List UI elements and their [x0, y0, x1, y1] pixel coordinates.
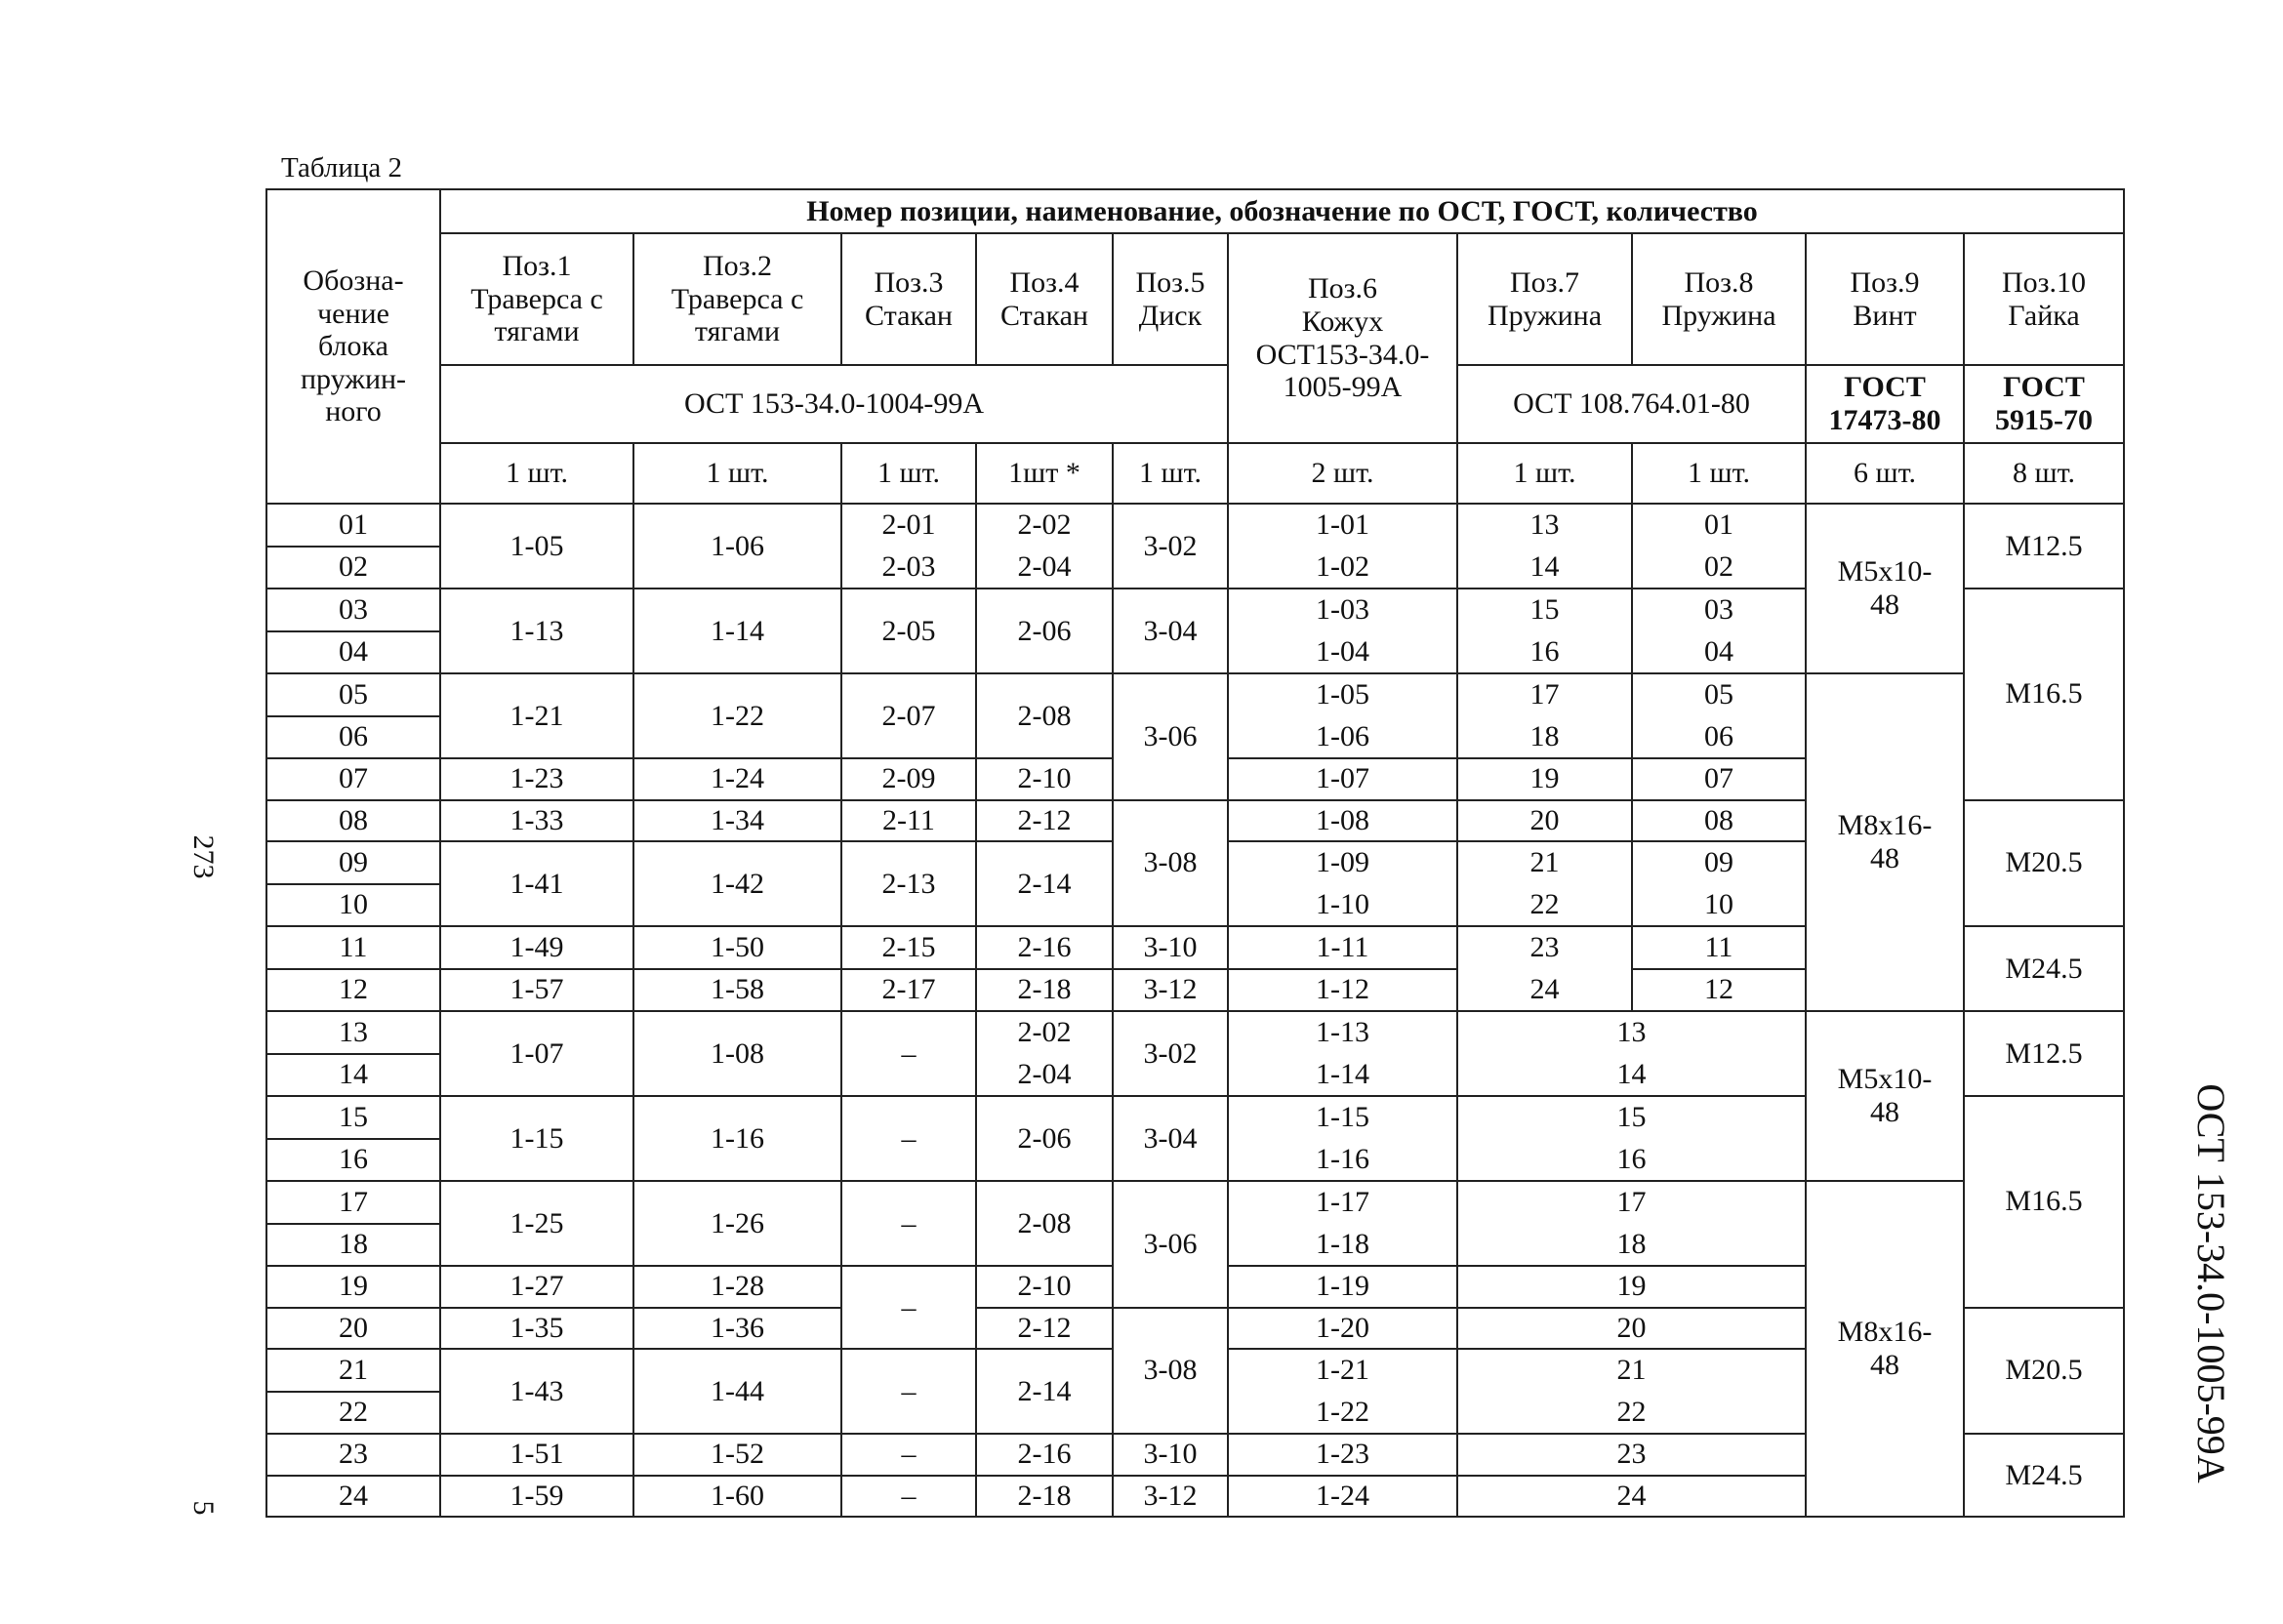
cell-pos1: 1-33	[440, 800, 633, 842]
cell-pos3: –	[841, 1349, 976, 1434]
cell-pos2: 1-42	[633, 841, 841, 926]
cell-pos5: 3-04	[1113, 1096, 1228, 1181]
page-number: 273	[187, 834, 220, 879]
cell-pos4: 2-12	[976, 1308, 1113, 1350]
block-code: 06	[266, 716, 440, 759]
pos7-header: Поз.7 Пружина	[1457, 233, 1632, 365]
block-code: 03	[266, 589, 440, 631]
cell-pos7: 20	[1457, 800, 1632, 842]
cell-pos2: 1-24	[633, 758, 841, 800]
cell-pos2: 1-44	[633, 1349, 841, 1434]
block-code: 04	[266, 631, 440, 674]
cell-pos10: М24.5	[1964, 926, 2124, 1011]
cell-pos2: 1-08	[633, 1011, 841, 1096]
cell-pos2: 1-50	[633, 926, 841, 969]
block-code: 15	[266, 1096, 440, 1139]
block-code: 09	[266, 841, 440, 884]
cell-pos3: –	[841, 1096, 976, 1181]
qty-pos5: 1 шт.	[1113, 443, 1228, 504]
cell-pos8: 01 02	[1632, 504, 1806, 589]
cell-pos6: 1-01 1-02	[1228, 504, 1457, 589]
cell-pos6: 1-15 1-16	[1228, 1096, 1457, 1181]
cell-pos5: 3-10	[1113, 926, 1228, 969]
block-code: 23	[266, 1434, 440, 1476]
pos9-header: Поз.9 Винт	[1806, 233, 1964, 365]
cell-pos4: 2-10	[976, 758, 1113, 800]
qty-pos9: 6 шт.	[1806, 443, 1964, 504]
cell-pos4: 2-02 2-04	[976, 1011, 1113, 1096]
cell-pos3: –	[841, 1011, 976, 1096]
cell-pos1: 1-23	[440, 758, 633, 800]
cell-pos4: 2-06	[976, 589, 1113, 673]
specification-table	[265, 188, 2125, 1518]
block-code: 17	[266, 1181, 440, 1224]
cell-pos5: 3-08	[1113, 1308, 1228, 1435]
cell-pos2: 1-26	[633, 1181, 841, 1266]
document-code-vertical: ОСТ 153-34.0-1005-99А	[2189, 1083, 2233, 1483]
qty-pos3: 1 шт.	[841, 443, 976, 504]
cell-pos6: 1-07	[1228, 758, 1457, 800]
cell-pos9: М8х16- 48	[1806, 1181, 1964, 1517]
qty-pos2: 1 шт.	[633, 443, 841, 504]
cell-pos4: 2-18	[976, 969, 1113, 1012]
pos6-header: Поз.6 Кожух ОСТ153-34.0- 1005-99А	[1228, 233, 1457, 443]
qty-pos4: 1шт *	[976, 443, 1113, 504]
group-header: Номер позиции, наименование, обозначение по ОСТ, ГОСТ, количество	[440, 189, 2124, 233]
cell-pos6: 1-19	[1228, 1266, 1457, 1308]
block-code: 19	[266, 1266, 440, 1308]
standard-ost-108: ОСТ 108.764.01-80	[1457, 365, 1806, 443]
cell-pos5: 3-10	[1113, 1434, 1228, 1476]
cell-pos1: 1-49	[440, 926, 633, 969]
cell-pos1: 1-27	[440, 1266, 633, 1308]
block-code: 08	[266, 800, 440, 842]
cell-pos2: 1-14	[633, 589, 841, 673]
cell-pos9: М5х10- 48	[1806, 504, 1964, 673]
cell-pos8: 08	[1632, 800, 1806, 842]
cell-pos8: 05 06	[1632, 673, 1806, 758]
cell-pos5: 3-12	[1113, 1476, 1228, 1518]
cell-pos7-8: 13 14	[1457, 1011, 1806, 1096]
block-code: 20	[266, 1308, 440, 1350]
cell-pos7-8: 21 22	[1457, 1349, 1806, 1434]
cell-pos4: 2-14	[976, 1349, 1113, 1434]
cell-pos4: 2-06	[976, 1096, 1113, 1181]
cell-pos10: М20.5	[1964, 1308, 2124, 1435]
standard-gost-5915: ГОСТ 5915-70	[1964, 365, 2124, 443]
qty-pos6: 2 шт.	[1228, 443, 1457, 504]
cell-pos7-8: 19	[1457, 1266, 1806, 1308]
cell-pos1: 1-35	[440, 1308, 633, 1350]
cell-pos6: 1-12	[1228, 969, 1457, 1012]
cell-pos1: 1-59	[440, 1476, 633, 1518]
cell-pos2: 1-34	[633, 800, 841, 842]
cell-pos6: 1-17 1-18	[1228, 1181, 1457, 1266]
cell-pos5: 3-08	[1113, 800, 1228, 927]
block-code: 07	[266, 758, 440, 800]
pos5-header: Поз.5 Диск	[1113, 233, 1228, 365]
cell-pos5: 3-02	[1113, 1011, 1228, 1096]
block-code: 10	[266, 884, 440, 927]
cell-pos5: 3-02	[1113, 504, 1228, 589]
cell-pos6: 1-11	[1228, 926, 1457, 969]
cell-pos3: 2-15	[841, 926, 976, 969]
cell-pos8: 12	[1632, 969, 1806, 1012]
cell-pos1: 1-21	[440, 673, 633, 758]
cell-pos7-8: 15 16	[1457, 1096, 1806, 1181]
pos4-header: Поз.4 Стакан	[976, 233, 1113, 365]
cell-pos5: 3-12	[1113, 969, 1228, 1012]
standard-ost-1004: ОСТ 153-34.0-1004-99А	[440, 365, 1228, 443]
cell-pos1: 1-15	[440, 1096, 633, 1181]
block-code: 01	[266, 504, 440, 547]
cell-pos6: 1-03 1-04	[1228, 589, 1457, 673]
cell-pos1: 1-43	[440, 1349, 633, 1434]
sheet-number: 5	[187, 1500, 220, 1516]
cell-pos8: 03 04	[1632, 589, 1806, 673]
cell-pos3: 2-01 2-03	[841, 504, 976, 589]
block-code: 05	[266, 673, 440, 716]
cell-pos6: 1-24	[1228, 1476, 1457, 1518]
cell-pos1: 1-41	[440, 841, 633, 926]
cell-pos2: 1-36	[633, 1308, 841, 1350]
cell-pos7: 21 22	[1457, 841, 1632, 926]
cell-pos1: 1-25	[440, 1181, 633, 1266]
cell-pos1: 1-07	[440, 1011, 633, 1096]
pos1-header: Поз.1 Траверса с тягами	[440, 233, 633, 365]
cell-pos6: 1-13 1-14	[1228, 1011, 1457, 1096]
cell-pos1: 1-57	[440, 969, 633, 1012]
table-caption: Таблица 2	[281, 152, 403, 183]
cell-pos5: 3-06	[1113, 1181, 1228, 1308]
cell-pos6: 1-21 1-22	[1228, 1349, 1457, 1434]
pos2-header: Поз.2 Траверса с тягами	[633, 233, 841, 365]
cell-pos4: 2-08	[976, 1181, 1113, 1266]
cell-pos5: 3-04	[1113, 589, 1228, 673]
cell-pos7: 23 24	[1457, 926, 1632, 1011]
block-code: 14	[266, 1054, 440, 1097]
cell-pos4: 2-16	[976, 1434, 1113, 1476]
cell-pos4: 2-16	[976, 926, 1113, 969]
cell-pos7: 19	[1457, 758, 1632, 800]
cell-pos5: 3-06	[1113, 673, 1228, 800]
cell-pos10: М12.5	[1964, 1011, 2124, 1096]
cell-pos1: 1-13	[440, 589, 633, 673]
standard-gost-17473: ГОСТ 17473-80	[1806, 365, 1964, 443]
cell-pos7: 13 14	[1457, 504, 1632, 589]
cell-pos3: 2-11	[841, 800, 976, 842]
cell-pos8: 09 10	[1632, 841, 1806, 926]
cell-pos8: 11	[1632, 926, 1806, 969]
cell-pos4: 2-10	[976, 1266, 1113, 1308]
block-code: 12	[266, 969, 440, 1012]
cell-pos2: 1-58	[633, 969, 841, 1012]
pos3-header: Поз.3 Стакан	[841, 233, 976, 365]
cell-pos6: 1-09 1-10	[1228, 841, 1457, 926]
cell-pos2: 1-16	[633, 1096, 841, 1181]
cell-pos3: 2-09	[841, 758, 976, 800]
cell-pos3: 2-17	[841, 969, 976, 1012]
cell-pos3: –	[841, 1266, 976, 1349]
cell-pos2: 1-60	[633, 1476, 841, 1518]
cell-pos7-8: 20	[1457, 1308, 1806, 1350]
cell-pos4: 2-14	[976, 841, 1113, 926]
cell-pos2: 1-52	[633, 1434, 841, 1476]
block-code: 16	[266, 1139, 440, 1182]
cell-pos7: 17 18	[1457, 673, 1632, 758]
cell-pos10: М24.5	[1964, 1434, 2124, 1517]
block-code: 18	[266, 1224, 440, 1267]
cell-pos3: 2-07	[841, 673, 976, 758]
block-code: 24	[266, 1476, 440, 1518]
block-code: 13	[266, 1011, 440, 1054]
cell-pos6: 1-20	[1228, 1308, 1457, 1350]
qty-pos10: 8 шт.	[1964, 443, 2124, 504]
cell-pos2: 1-06	[633, 504, 841, 589]
block-code: 11	[266, 926, 440, 969]
cell-pos7-8: 23	[1457, 1434, 1806, 1476]
cell-pos7-8: 17 18	[1457, 1181, 1806, 1266]
block-code: 21	[266, 1349, 440, 1392]
cell-pos9: М5х10- 48	[1806, 1011, 1964, 1181]
cell-pos4: 2-08	[976, 673, 1113, 758]
pos10-header: Поз.10 Гайка	[1964, 233, 2124, 365]
qty-pos1: 1 шт.	[440, 443, 633, 504]
cell-pos1: 1-51	[440, 1434, 633, 1476]
cell-pos3: –	[841, 1434, 976, 1476]
qty-pos8: 1 шт.	[1632, 443, 1806, 504]
cell-pos7: 15 16	[1457, 589, 1632, 673]
cell-pos6: 1-08	[1228, 800, 1457, 842]
cell-pos4: 2-02 2-04	[976, 504, 1113, 589]
cell-pos8: 07	[1632, 758, 1806, 800]
cell-pos3: –	[841, 1476, 976, 1518]
cell-pos6: 1-23	[1228, 1434, 1457, 1476]
cell-pos7-8: 24	[1457, 1476, 1806, 1518]
cell-pos2: 1-28	[633, 1266, 841, 1308]
cell-pos10: М16.5	[1964, 589, 2124, 800]
cell-pos4: 2-12	[976, 800, 1113, 842]
cell-pos10: М16.5	[1964, 1096, 2124, 1308]
cell-pos3: 2-13	[841, 841, 976, 926]
cell-pos1: 1-05	[440, 504, 633, 589]
qty-pos7: 1 шт.	[1457, 443, 1632, 504]
cell-pos6: 1-05 1-06	[1228, 673, 1457, 758]
cell-pos3: 2-05	[841, 589, 976, 673]
cell-pos3: –	[841, 1181, 976, 1266]
cell-pos9: М8х16- 48	[1806, 673, 1964, 1011]
cell-pos10: М20.5	[1964, 800, 2124, 927]
block-designation-header: Обозна- чение блока пружин- ного	[266, 189, 440, 504]
block-code: 22	[266, 1392, 440, 1435]
cell-pos10: М12.5	[1964, 504, 2124, 589]
block-code: 02	[266, 547, 440, 589]
cell-pos4: 2-18	[976, 1476, 1113, 1518]
pos8-header: Поз.8 Пружина	[1632, 233, 1806, 365]
cell-pos2: 1-22	[633, 673, 841, 758]
